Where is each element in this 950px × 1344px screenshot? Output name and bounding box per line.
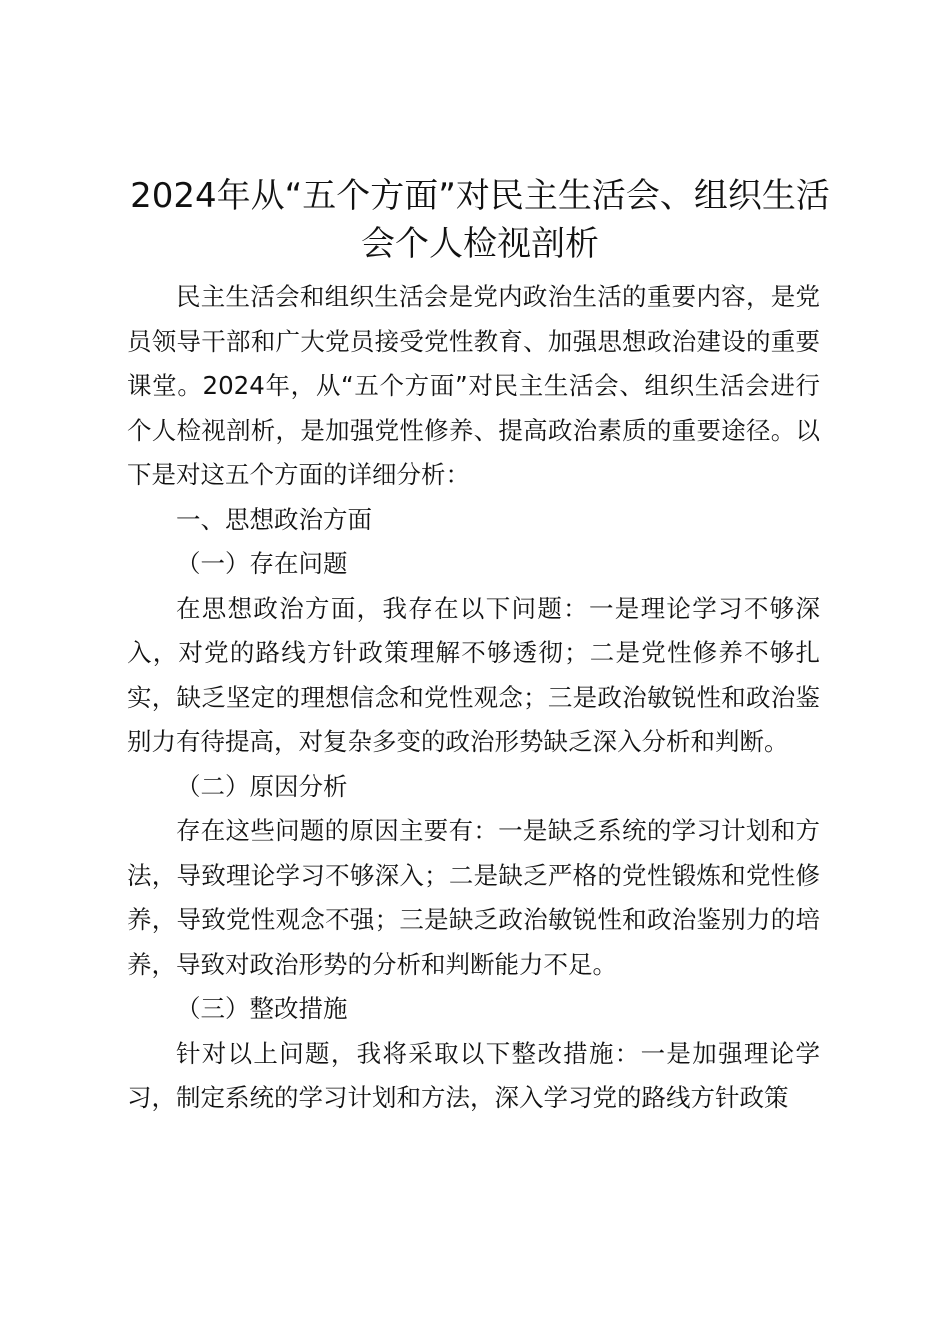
subsection-heading-problems: （一）存在问题 xyxy=(176,549,348,578)
document-body xyxy=(127,275,820,1121)
section-heading-ideology: 一、思想政治方面 xyxy=(176,504,372,534)
subsection-heading-causes: （二）原因分析 xyxy=(176,771,348,801)
subsection-heading-measures: （三）整改措施 xyxy=(176,994,348,1023)
causes-paragraph: 存在这些问题的原因主要有：一是缺乏系统的学习计划和方法，导致理论学习不够深入；二是缺乏严格的党性锻炼和党性修养，导致党性观念不强；三是缺乏政治敏锐性和政治鉴别力的培养，导致对政治形势的分析和判断能力不足。 xyxy=(127,816,820,979)
problems-paragraph: 在思想政治方面，我存在以下问题：一是理论学习不够深入，对党的路线方针政策理解不够透彻；二是党性修养不够扎实，缺乏坚定的理想信念和党性观念；三是政治敏锐性和政治鉴别力有待提高，对复杂多变的政治形势缺乏深入分析和判断。 xyxy=(127,593,820,756)
measures-paragraph: 针对以上问题，我将采取以下整改措施：一是加强理论学习，制定系统的学习计划和方法，深入学习党的路线方针政策 xyxy=(127,1038,820,1112)
document-title: 2024年从“五个方面”对民主生活会、组织生活会个人检视剖析 xyxy=(130,176,830,264)
intro-paragraph: 民主生活会和组织生活会是党内政治生活的重要内容，是党员领导干部和广大党员接受党性教育、加强思想政治建设的重要课堂。2024年，从“五个方面”对民主生活会、组织生活会进行个人检视剖析，是加强党性修养、提高政治素质的重要途径。以下是对这五个方面的详细分析： xyxy=(127,282,820,489)
